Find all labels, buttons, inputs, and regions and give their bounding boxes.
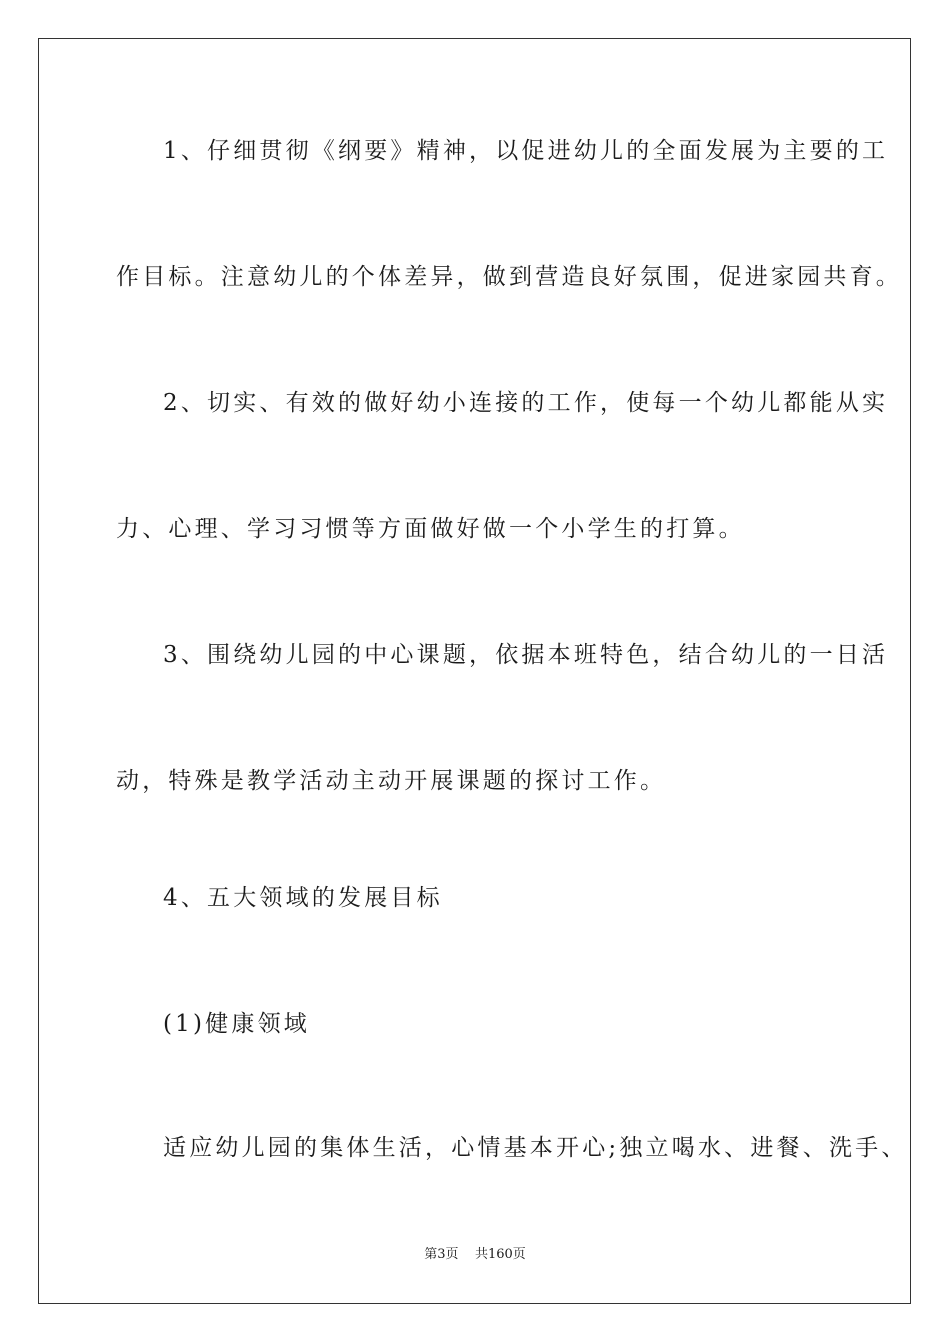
paragraph-1-line-1: 1、仔细贯彻《纲要》精神，以促进幼儿的全面发展为主要的工 bbox=[163, 138, 889, 164]
paragraph-1-line-2: 作目标。注意幼儿的个体差异，做到营造良好氛围，促进家园共育。 bbox=[116, 264, 902, 290]
page-number-footer: 第3页 共160页 bbox=[424, 1247, 526, 1262]
paragraph-3-line-1: 3、围绕幼儿园的中心课题，依据本班特色，结合幼儿的一日活 bbox=[163, 642, 889, 668]
subsection-heading-health: (1)健康领域 bbox=[163, 1011, 310, 1037]
section-heading-goals: 4、五大领域的发展目标 bbox=[163, 885, 443, 911]
paragraph-health-line-1: 适应幼儿园的集体生活，心情基本开心;独立喝水、进餐、洗手、 bbox=[163, 1135, 908, 1161]
page-border bbox=[38, 38, 911, 1304]
paragraph-2-line-2: 力、心理、学习习惯等方面做好做一个小学生的打算。 bbox=[116, 516, 745, 542]
paragraph-2-line-1: 2、切实、有效的做好幼小连接的工作，使每一个幼儿都能从实 bbox=[163, 390, 889, 416]
paragraph-3-line-2: 动，特殊是教学活动主动开展课题的探讨工作。 bbox=[116, 768, 667, 794]
